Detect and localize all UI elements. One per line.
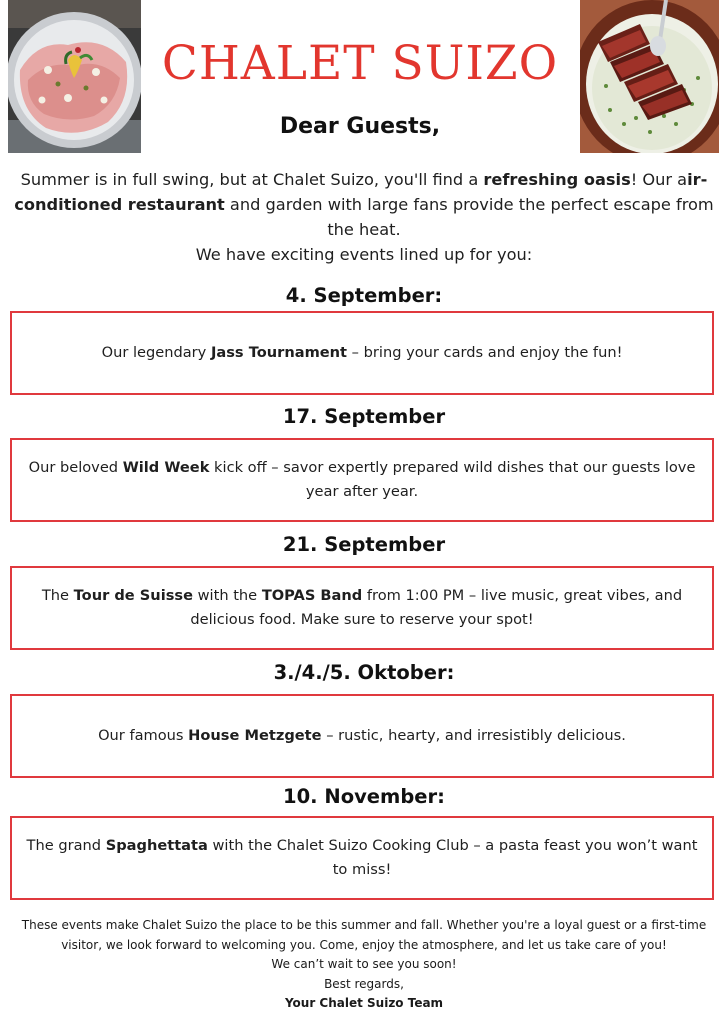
intro-highlight: refreshing oasis — [483, 170, 631, 189]
closing-paragraph: These events make Chalet Suizo the place to be this summer and fall. Whether you're a loyal guest or a first-time visitor, we look forward to welcoming you. Come, enjoy the atmosphere, and let us take care of you! — [21, 918, 707, 952]
event-text: Our legendary — [101, 344, 211, 361]
event-description — [98, 724, 626, 748]
intro-highlight: ir-conditioned restaurant — [14, 170, 708, 214]
event-highlight: Tour de Suisse — [73, 587, 193, 604]
event-highlight: Wild Week — [122, 459, 210, 476]
event-box — [10, 566, 714, 650]
event-text: The — [41, 587, 74, 604]
sign-off: Best regards, — [324, 976, 404, 991]
closing-line: We can’t wait to see you soon! — [271, 957, 457, 971]
intro-text-part: ! Our a — [630, 170, 688, 189]
intro-text-part: and garden with large fans provide the perfect escape from the heat. — [224, 195, 714, 239]
event-date-heading: 17. September — [282, 405, 446, 428]
intro-paragraph — [14, 167, 714, 267]
event-box — [10, 311, 714, 395]
restaurant-name: CHALET SUIZO — [161, 36, 559, 91]
event-text: Our beloved — [28, 459, 123, 476]
event-highlight: Jass Tournament — [210, 344, 348, 361]
intro-text — [14, 167, 714, 242]
event-text: – bring your cards and enjoy the fun! — [347, 344, 623, 361]
greeting: Dear Guests, — [279, 114, 441, 139]
event-description — [24, 834, 700, 882]
event-description — [102, 341, 623, 365]
signature: Your Chalet Suizo Team — [284, 996, 444, 1010]
steak-photo-drawing — [580, 0, 719, 153]
event-box — [10, 438, 714, 522]
event-date-heading: 21. September — [282, 533, 446, 556]
event-box — [10, 816, 714, 900]
event-text: Our famous — [98, 727, 189, 744]
event-text: – rustic, hearty, and irresistibly delicious. — [321, 727, 626, 744]
intro-lead-in: We have exciting events lined up for you: — [195, 245, 533, 264]
event-description — [24, 456, 700, 504]
event-description — [24, 584, 700, 632]
event-highlight: House Metzgete — [188, 727, 322, 744]
event-text: with the Chalet Suizo Cooking Club – a pasta feast you won’t want to miss! — [207, 837, 698, 878]
event-text: kick off – savor expertly prepared wild dishes that our guests love year after year. — [209, 459, 696, 500]
event-date-heading: 4. September: — [285, 284, 443, 307]
event-date-heading: 10. November: — [283, 785, 445, 808]
closing-section — [0, 916, 728, 1014]
event-text: with the — [192, 587, 262, 604]
steak-photo — [580, 0, 719, 153]
intro-text-part: Summer is in full swing, but at Chalet Suizo, you'll find a — [20, 170, 484, 189]
event-date-heading: 3./4./5. Oktober: — [273, 661, 455, 684]
event-highlight: TOPAS Band — [261, 587, 363, 604]
event-text: The grand — [26, 837, 106, 854]
event-box — [10, 694, 714, 778]
event-highlight: Spaghettata — [105, 837, 208, 854]
carpaccio-photo-drawing — [8, 0, 141, 153]
event-text: from 1:00 PM – live music, great vibes, and delicious food. Make sure to reserve your spot! — [190, 587, 683, 628]
carpaccio-photo — [8, 0, 141, 153]
